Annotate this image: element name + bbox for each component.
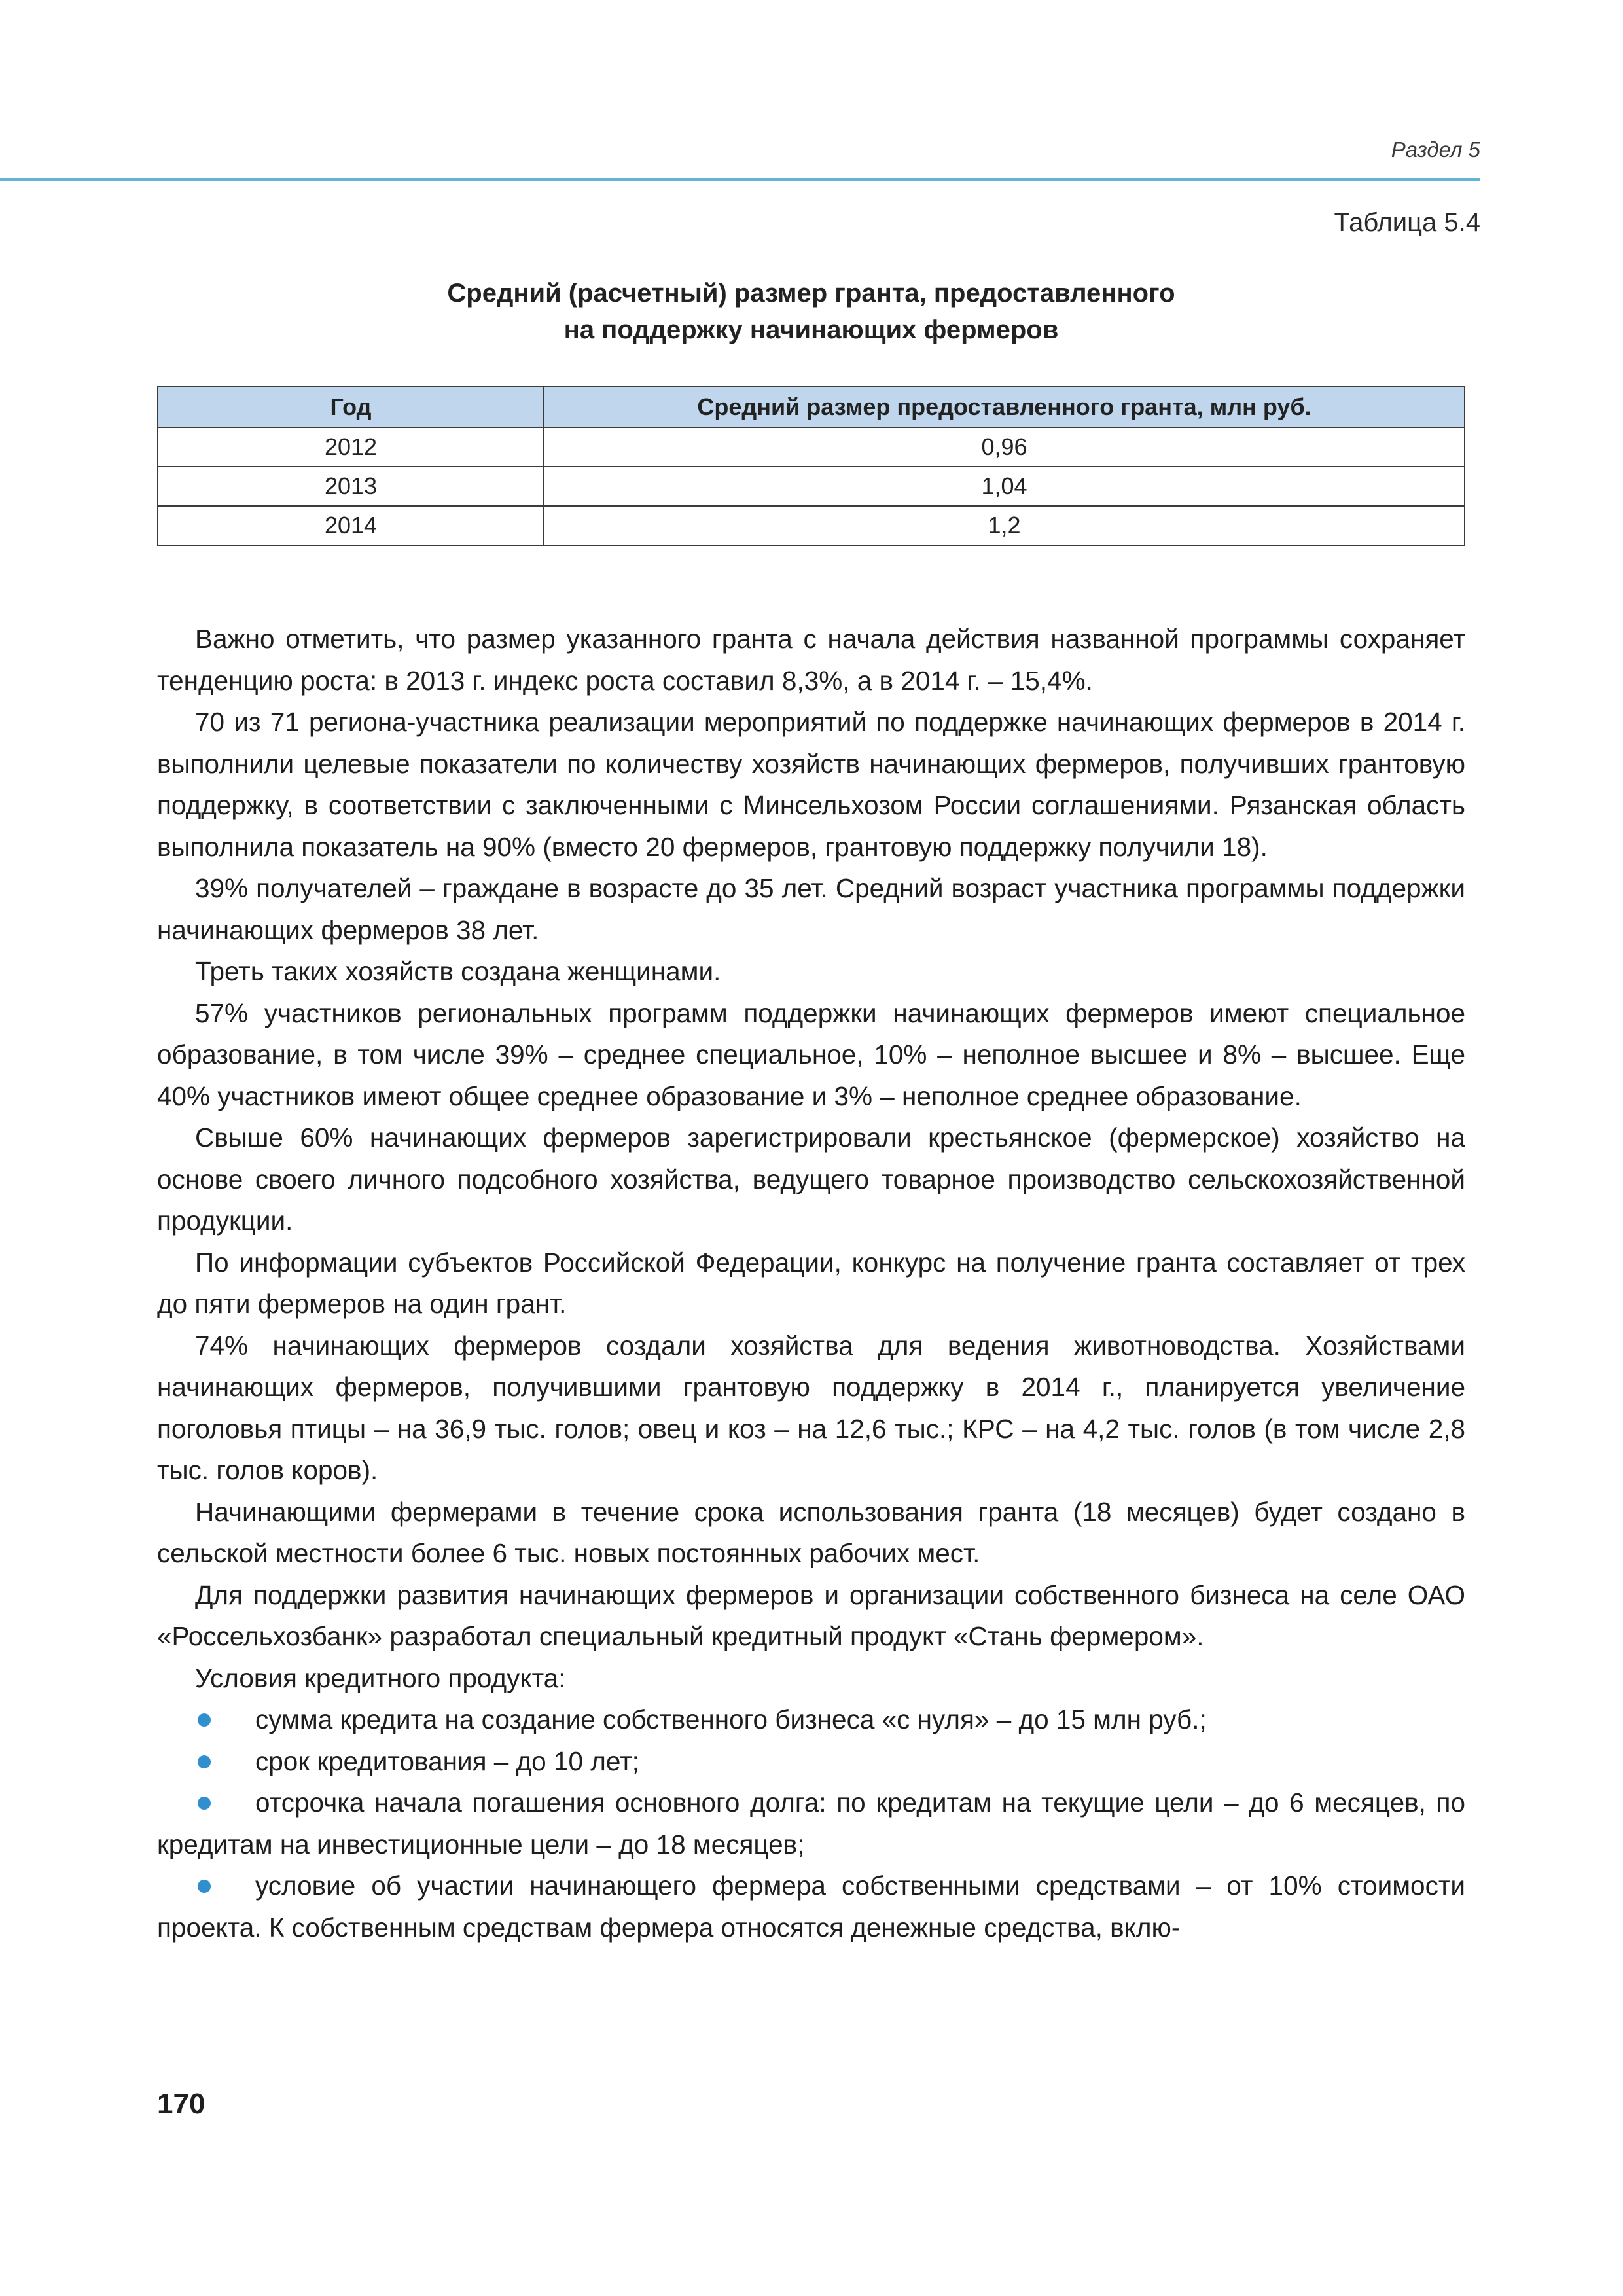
paragraph: По информации субъектов Российской Федерации, конкурс на получение гранта составляет от трех до пяти фермеров на один грант.	[157, 1247, 1465, 1319]
list-item	[157, 1782, 1465, 1865]
cell-year: 2013	[158, 467, 544, 506]
paragraph: 70 из 71 региона-участника реализации мероприятий по поддержке начинающих фермеров в 2014 г. выполнили целевые показатели по количеству хозяйств начинающих фермеров, получивших грантовую поддержку, в соответствии с заключенными с Минсельхозом России соглашениями. Рязанская область выполнила показатель на 90% (вместо 20 фермеров, грантовую поддержку получили 18).	[157, 707, 1465, 862]
paragraph: Начинающими фермерами в течение срока использования гранта (18 месяцев) будет создано в сельской местности более 6 тыс. новых постоянных рабочих мест.	[157, 1496, 1465, 1568]
table-number: Таблица 5.4	[1334, 208, 1480, 237]
list-item-text: срок кредитования – до 10 лет;	[255, 1746, 639, 1776]
table-row	[158, 427, 1465, 467]
cell-grant-value: 0,96	[544, 427, 1465, 467]
table-row	[158, 506, 1465, 545]
paragraph: Для поддержки развития начинающих фермеров и организации собственного бизнеса на селе ОАО «Россельхозбанк» разработал специальный кредитный продукт «Стань фермером».	[157, 1579, 1465, 1651]
paragraph: Условия кредитного продукта:	[195, 1662, 566, 1693]
list-item-text: условие об участии начинающего фермера собственными средствами – от 10% стоимости проекта. К собственным средствам фермера относятся денежные средства, вклю-	[157, 1871, 1465, 1943]
paragraph: 74% начинающих фермеров создали хозяйства для ведения животноводства. Хозяйствами начинающих фермеров, получившими грантовую поддержку в 2014 г., планируется увеличение поголовья птицы – на 36,9 тыс. голов; овец и коз – на 12,6 тыс.; КРС – на 4,2 тыс. голов (в том числе 2,8 тыс. голов коров).	[157, 1330, 1465, 1485]
header-divider	[0, 178, 1480, 181]
cell-grant-value: 1,2	[544, 506, 1465, 545]
list-item	[157, 1699, 1465, 1741]
credit-conditions-list	[157, 1699, 1465, 1948]
bullet-icon	[198, 1797, 211, 1810]
paragraph: Треть таких хозяйств создана женщинами.	[195, 956, 721, 986]
list-item	[157, 1741, 1465, 1783]
cell-year: 2012	[158, 427, 544, 467]
section-label: Раздел 5	[1391, 137, 1480, 162]
paragraph: 39% получателей – граждане в возрасте до 35 лет. Средний возраст участника программы поддержки начинающих фермеров 38 лет.	[157, 873, 1465, 945]
bullet-icon	[198, 1755, 211, 1768]
column-header-grant: Средний размер предоставленного гранта, млн руб.	[544, 387, 1465, 427]
list-item-text: сумма кредита на создание собственного бизнеса «с нуля» – до 15 млн руб.;	[255, 1704, 1207, 1734]
grant-table	[157, 386, 1465, 546]
paragraph: 57% участников региональных программ поддержки начинающих фермеров имеют специальное образование, в том числе 39% – среднее специальное, 10% – неполное высшее и 8% – высшее. Еще 40% участников имеют общее среднее образование и 3% – неполное среднее образование.	[157, 997, 1465, 1111]
table-title	[157, 275, 1465, 348]
table-row	[158, 467, 1465, 506]
page-number: 170	[157, 2088, 205, 2120]
table-title-line-2: на поддержку начинающих фермеров	[563, 315, 1059, 344]
paragraph: Важно отметить, что размер указанного гранта с начала действия названной программы сохраняет тенденцию роста: в 2013 г. индекс роста составил 8,3%, а в 2014 г. – 15,4%.	[157, 624, 1465, 696]
cell-grant-value: 1,04	[544, 467, 1465, 506]
table-header-row	[158, 387, 1465, 427]
list-item-text: отсрочка начала погашения основного долга: по кредитам на текущие цели – до 6 месяцев, по кредитам на инвестиционные цели – до 18 месяцев;	[157, 1787, 1465, 1859]
bullet-icon	[198, 1880, 211, 1893]
body-text	[157, 619, 1465, 1948]
table-title-line-1: Средний (расчетный) размер гранта, предоставленного	[447, 279, 1175, 308]
column-header-year: Год	[158, 387, 544, 427]
list-item	[157, 1865, 1465, 1948]
bullet-icon	[198, 1713, 211, 1727]
paragraph: Свыше 60% начинающих фермеров зарегистрировали крестьянское (фермерское) хозяйство на основе своего личного подсобного хозяйства, ведущего товарное производство сельскохозяйственной продукции.	[157, 1122, 1465, 1236]
cell-year: 2014	[158, 506, 544, 545]
